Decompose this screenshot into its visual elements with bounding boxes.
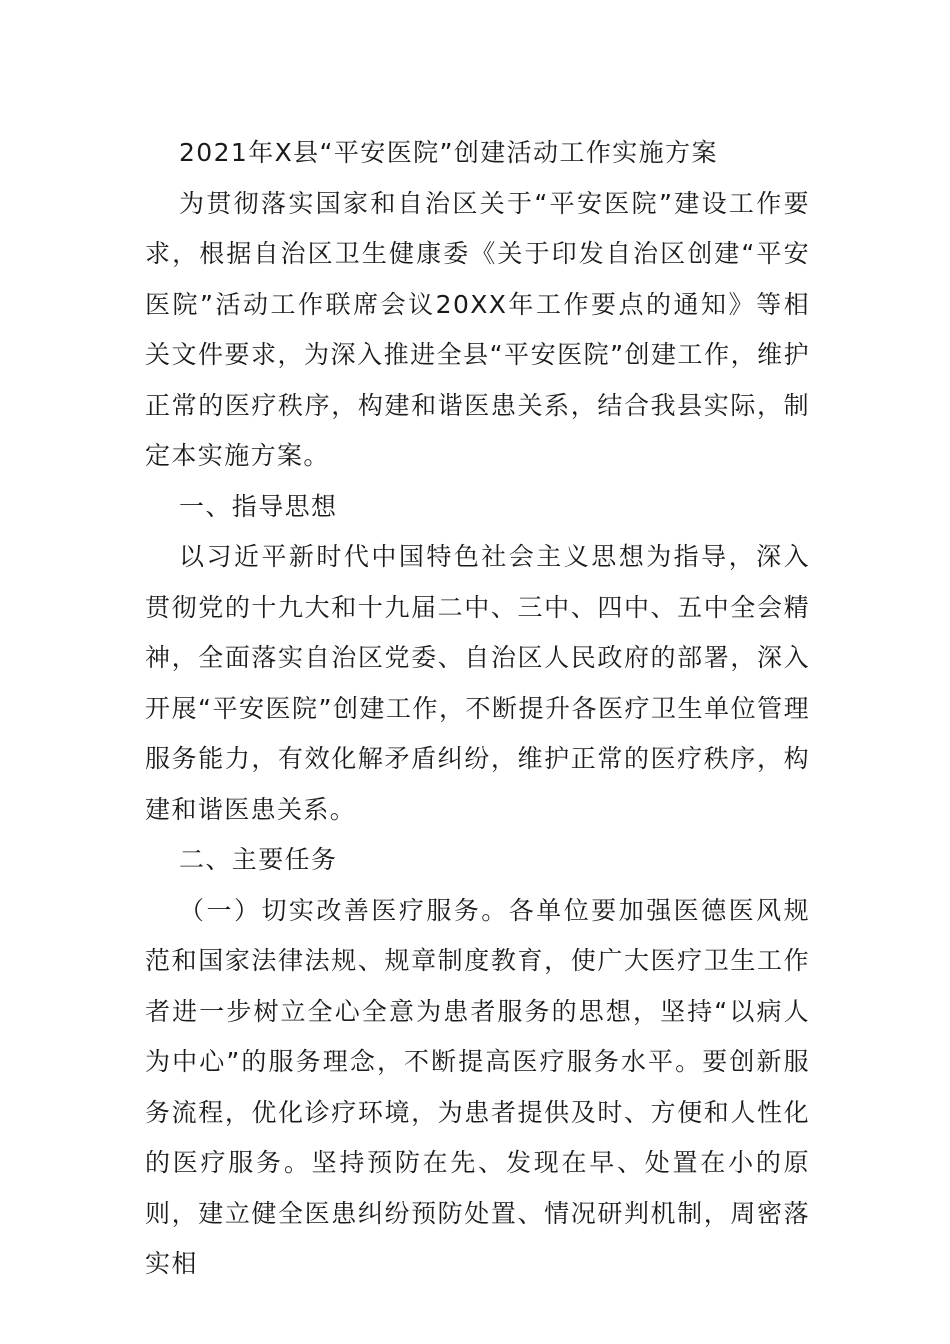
section-heading-main-tasks: 二、主要任务	[179, 845, 338, 874]
guiding-ideology-paragraph: 以习近平新时代中国特色社会主义思想为指导，深入贯彻党的十九大和十九届二中、三中、四中、五中全会精神，全面落实自治区党委、自治区人民政府的部署，深入开展“平安医院”创建工作，不断提升各医疗卫生单位管理服务能力，有效化解矛盾纠纷，维护正常的医疗秩序，构建和谐医患关系。	[145, 542, 810, 824]
main-tasks-paragraph-1: （一）切实改善医疗服务。各单位要加强医德医风规范和国家法律法规、规章制度教育，使广大医疗卫生工作者进一步树立全心全意为患者服务的思想，坚持“以病人为中心”的服务理念，不断提高医疗服务水平。要创新服务流程，优化诊疗环境，为患者提供及时、方便和人性化的医疗服务。坚持预防在先、发现在早、处置在小的原则，建立健全医患纠纷预防处置、情况研判机制，周密落实相	[145, 895, 810, 1278]
document-body	[145, 128, 810, 1290]
section-heading-guiding-ideology: 一、指导思想	[179, 491, 338, 521]
document-title: 2021年X县“平安医院”创建活动工作实施方案	[179, 138, 718, 167]
intro-paragraph: 为贯彻落实国家和自治区关于“平安医院”建设工作要求，根据自治区卫生健康委《关于印发自治区创建“平安医院”活动工作联席会议20XX年工作要点的通知》等相关文件要求，为深入推进全县“平安医院”创建工作，维护正常的医疗秩序，构建和谐医患关系，结合我县实际，制定本实施方案。	[145, 188, 810, 470]
